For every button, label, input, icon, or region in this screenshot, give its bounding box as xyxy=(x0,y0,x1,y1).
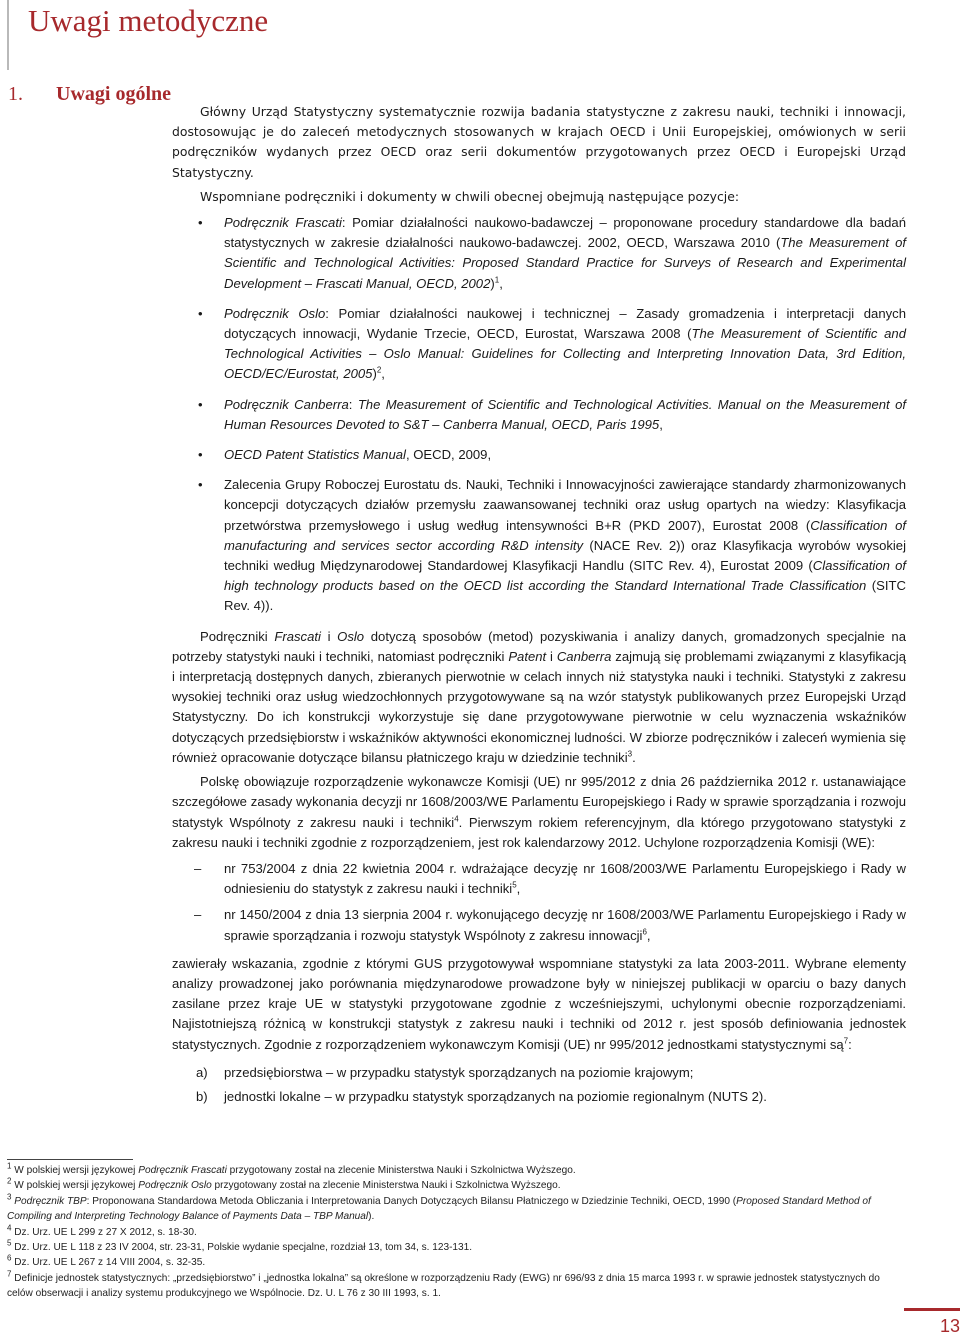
footnote: $^4$ Dz. Urz. UE L 299 z 27 X 2012, s. 18-30. xyxy=(7,1223,197,1238)
regulation-paragraph: Polskę obowiązuje rozporządzenie wykonawcze Komisji (UE) nr 995/2012 z dnia 26 października 2012 r. ustanawiające szczegółowe zasady wykonania decyzji nr 1608/2003/WE Parlamentu Europejskiego i Rady w sprawie sporządzania i rozwoju statystyk Wspólnoty z zakresu nauki i techniki$^4$. Pierwszym rokiem referencyjnym, dla którego przygotowano statystyki z zakresu nauki i techniki zgodnie z rozporządzeniem, jest rok kalendarzowy 2012. Uchylone rozporządzenia Komisji (WE): xyxy=(172,774,906,850)
units-paragraph: zawierały wskazania, zgodnie z którymi GUS przygotowywał wspomniane statystyki za lata 2003-2011. Wybrane elementy analizy prowadzonej jako porównania międzynarodowe prowadzone były w niniejszej publikacji w oparciu o bazy danych zasilane przez kraje UE w statystyki przygotowane zgodnie z wcześniejszymi, uchylonymi obecnie rozporządzeniami. Najistotniejszą różnicą w konstrukcji statystyk z zakresu nauki i techniki od 2012 r. jest sposób definiowania jednostek statystycznych. Zgodnie z rozporządzeniem wykonawczym Komisji (UE) nr 995/2012 jednostkami statystycznymi $są^7$: xyxy=(172,955,906,1052)
list-item: • Podręcznik Oslo: Pomiar działalności naukowej i technicznej – Zasady gromadzenia i interpretacji danych dotyczących innowacji, Wydanie Trzecie, OECD, Eurostat, Warszawa 2008 (The Measurement of Scientific and Technological Activities – Oslo Manual: Guidelines for Collecting and Interpreting Innovation Data, 3rd Edition, OECD/EC/Eurostat, 2005)$^2$, xyxy=(172,304,906,385)
list-item: a) przedsiębiorstwa – w przypadku statystyk sporządzanych na poziomie krajowym; xyxy=(196,1064,694,1080)
list-item: b) jednostki lokalne – w przypadku statystyk sporządzanych na poziomie regionalnym (NUTS 2). xyxy=(196,1088,767,1104)
manuals-paragraph: Podręczniki Frascati i Oslo dotyczą sposobów (metod) pozyskiwania i analizy danych, gromadzonych specjalnie na potrzeby statystyki nauki i techniki, natomiast podręczniki Patent i Canberra zajmują się problemami związanymi z klasyfikacją i interpretacją dostępnych danych, zbieranych pierwotnie w celach innych niż statystyka nauki i techniki. Statystyki z zakresu wysokiej techniki oraz usług wiedzochłonnych przygotowywane są na wzór statystyk publikowanych przez Europejski Urząd Statystyczny. Do ich konstrukcji wykorzystuje się dane przygotowywane pierwotnie w celu wyznaczenia wskaźników dotyczących przedsiębiorstw i wskaźników aktywności ekonomicznej ludności. W zbiorze podręczników i zaleceń wymienia się również opracowanie dotyczące bilansu płatniczego kraju w dziedzinie techniki$^3$. xyxy=(172,628,907,765)
footnote-ref: 3 xyxy=(627,749,633,759)
page-number: 13 xyxy=(904,1308,960,1341)
footnote-ref: 1 xyxy=(494,275,500,285)
footnote-ref: 2 xyxy=(376,366,382,376)
footnote: $^1$ W polskiej wersji językowej Podręcznik Frascati przygotowany został na zlecenie Ministerstwa Nauki i Szkolnictwa Wyższego. xyxy=(7,1161,576,1176)
left-margin-rule xyxy=(7,0,9,70)
list-item: • Zalecenia Grupy Roboczej Eurostatu ds. Nauki, Techniki i Innowacyjności zawierające standardy zharmonizowanych koncepcji dotyczących działów przemysłu zaawansowanej techniki oraz usług opartych na wiedzy: Klasyfikacja przetwórstwa przemysłowego i usług według intensywności B+R (PKD 2007), Eurostat 2008 (Classification of manufacturing and services sector according R&D intensity (NACE Rev. 2)) oraz Klasyfikacja wyrobów wysokiej techniki według Międzynarodowej Standardowej Klasyfikacji Handlu (SITC Rev. 4), Eurostat 2009 (Classification of high technology products based on the OECD list according the Standard International Trade Classification (SITC Rev. 4)). xyxy=(172,475,906,616)
footnote-ref: 7 xyxy=(843,1036,849,1046)
footnotes xyxy=(7,1163,907,1302)
footnote: $^3$ Podręcznik TBP: Proponowana Standardowa Metoda Obliczania i Interpretowania Danych Dotyczących Bilansu Płatniczego w Dziedzinie Techniki, OECD, 1990 (Proposed Standard Method of Compiling and Interpreting Technology Balance of Payments Data – TBP Manual). xyxy=(7,1192,871,1223)
section-number: 1. xyxy=(8,83,23,105)
footnote: $^7$ Definicje jednostek statystycznych: „przedsiębiorstwo” i „jednostka lokalna” są określone w rozporządzeniu Rady (EWG) nr 696/93 z dnia 15 marca 1993 r. w sprawie jednostek statystycznych do celów obserwacji i analizy systemu produkcyjnego we Wspólnocie. Dz. U. L 76 z 30 III 1993, s. 1. xyxy=(7,1269,880,1300)
statistical-units-list xyxy=(172,1063,906,1107)
list-item: – nr 753/2004 z dnia 22 kwietnia 2004 r. wdrażające decyzję nr 1608/2003/WE Parlamentu Europejskiego i Rady w odniesieniu do statystyk z zakresu nauki i techniki$^5$, xyxy=(172,859,906,899)
list-intro-paragraph: Wspomniane podręczniki i dokumenty w chwili obecnej obejmują następujące pozycje: xyxy=(200,188,740,204)
list-item: – nr 1450/2004 z dnia 13 sierpnia 2004 r. wykonującego decyzję nr 1608/2003/WE Parlamentu Europejskiego i Rady w sprawie sporządzania i rozwoju statystyk Wspólnoty z zakresu innowacji$^6$, xyxy=(172,905,906,945)
footnote-ref: 4 xyxy=(454,814,459,824)
list-item: • Podręcznik Canberra: The Measurement of Scientific and Technological Activities. Manual on the Measurement of Human Resources Devoted to S&T – Canberra Manual, OECD, Paris 1995, xyxy=(172,395,906,435)
footnote-ref: 6 xyxy=(642,927,647,937)
footnote: $^6$ Dz. Urz. UE L 267 z 14 VIII 2004, s. 32-35. xyxy=(7,1254,206,1269)
footnote: $^2$ W polskiej wersji językowej Podręcznik Oslo przygotowany został na zlecenie Ministerstwa Nauki i Szkolnictwa Wyższego. xyxy=(7,1177,561,1192)
footnote-ref: 5 xyxy=(512,880,517,890)
section-title: Uwagi ogólne xyxy=(56,83,171,105)
footnote-separator xyxy=(7,1159,133,1160)
footnote: $^5$ Dz. Urz. UE L 118 z 23 IV 2004, str. 23-31, Polskie wydanie specjalne, rozdział 13, tom 34, s. 123-131. xyxy=(7,1238,473,1254)
repealed-regulations-list xyxy=(172,859,906,946)
section-heading xyxy=(8,80,171,108)
list-item: • OECD Patent Statistics Manual, OECD, 2009, xyxy=(172,445,906,465)
main-content xyxy=(172,102,906,1111)
list-item: • Podręcznik Frascati: Pomiar działalności naukowo-badawczej – proponowane procedury standardowe dla badań statystycznych w zakresie działalności naukowo-badawczej. 2002, OECD, Warszawa 2010 (The Measurement of Scientific and Technological Activities: Proposed Standard Practice for Surveys of Research and Experimental Development – Frascati Manual, OECD, 2002)$^1$, xyxy=(172,213,906,294)
publications-list xyxy=(172,213,906,617)
page-title: Uwagi metodyczne xyxy=(28,3,269,38)
intro-paragraph: Główny Urząd Statystyczny systematycznie rozwija badania statystyczne z zakresu nauki, techniki i innowacji, dostosowując je do zaleceń metodycznych stosowanych w krajach OECD i Unii Europejskiej, omówionych w serii podręczników wydanych przez OECD oraz serii dokumentów przygotowanych przez OECD i Europejski Urząd Statystyczny. xyxy=(172,104,906,180)
